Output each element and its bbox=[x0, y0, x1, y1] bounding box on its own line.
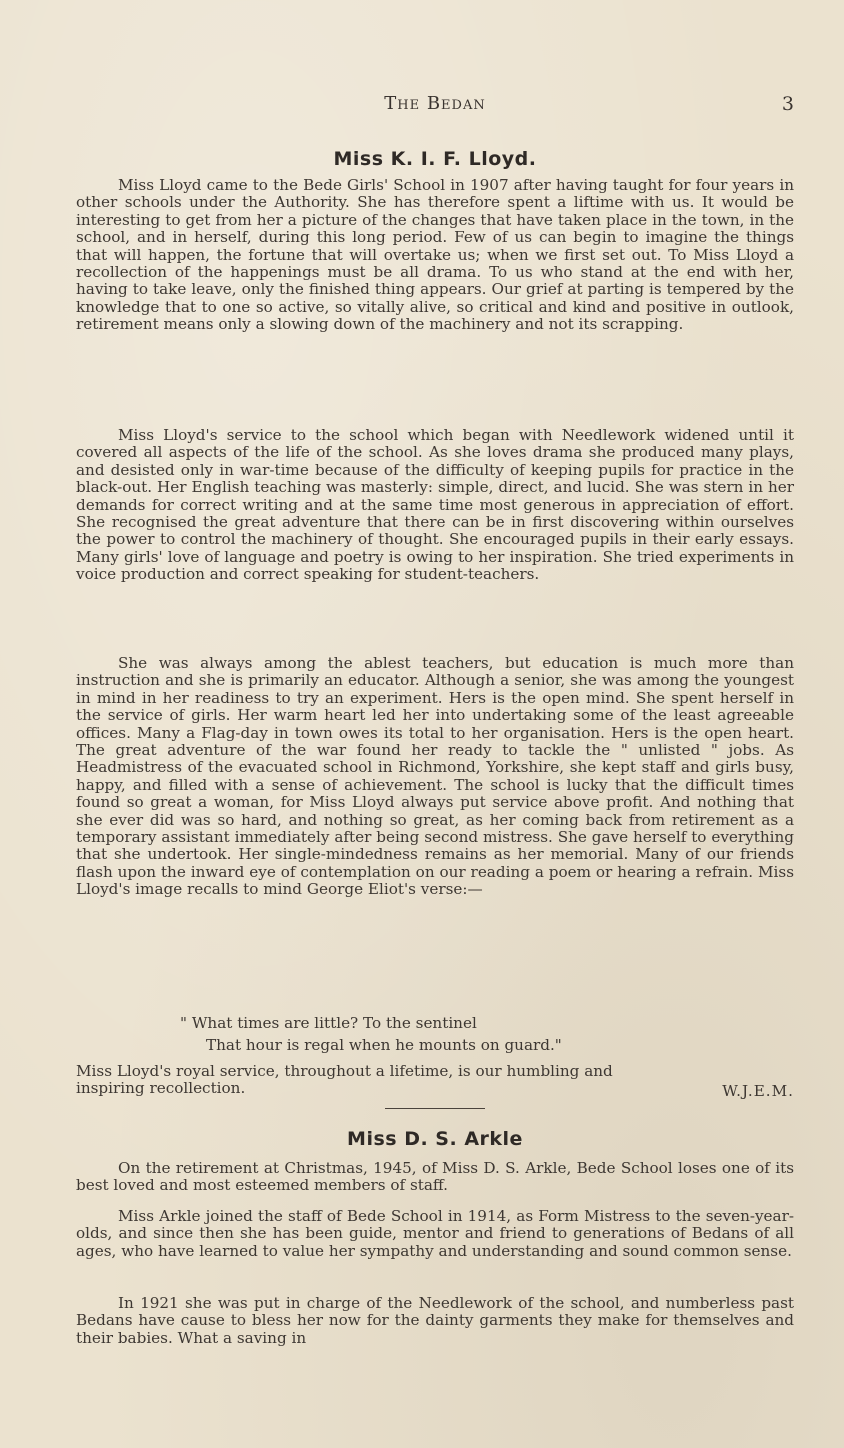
lloyd-paragraph-1: Miss Lloyd came to the Bede Girls' School in 1907 after having taught for four years in other schools under the Authority. She has therefore spent a liftime with us. It would be interesting to get from her a picture of the changes that have taken place in the town, in the school, and in herself, during this long period. Few of us can begin to imagine the things that will happen, the fortune that will overtake us; when we first set out. To Miss Lloyd a recollection of the happenings must be all drama. To us who stand at the end with her, having to take leave, only the finished thing appears. Our grief at parting is tempered by the knowledge that to one so active, so vitally alive, so critical and kind and positive in outlook, retirement means only a slowing down of the machinery and not its scrapping. bbox=[76, 176, 794, 334]
section-title-lloyd: Miss K. I. F. Lloyd. bbox=[333, 148, 537, 170]
page-header bbox=[76, 93, 794, 119]
arkle-paragraph-3: In 1921 she was put in charge of the Needlework of the school, and numberless past Bedans have cause to bless her now for the dainty garments they make for themselves and their babies. What a saving in bbox=[76, 1294, 794, 1347]
running-title: The Bedan bbox=[384, 93, 486, 114]
verse-line-2: That hour is regal when he mounts on guard." bbox=[206, 1036, 562, 1054]
section-title-arkle: Miss D. S. Arkle bbox=[347, 1128, 523, 1150]
closing-line-2: inspiring recollection. bbox=[76, 1079, 246, 1098]
closing-line-1: Miss Lloyd's royal service, throughout a lifetime, is our humbling and bbox=[76, 1062, 613, 1080]
lloyd-paragraph-2: Miss Lloyd's service to the school which began with Needlework widened until it covered all aspects of the life of the school. As she loves drama she produced many plays, and desisted only in war-time because of the difficulty of keeping pupils for practice in the black-out. Her English teaching was masterly: simple, direct, and lucid. She was stern in her demands for correct writing and at the same time most generous in appreciation of effort. She recognised the great adventure that there can be in first discovering within ourselves the power to control the machinery of thought. She encouraged pupils in their early essays. Many girls' love of language and poetry is owing to her inspiration. She tried experiments in voice production and correct speaking for student-teachers. bbox=[76, 426, 794, 584]
arkle-paragraph-1: On the retirement at Christmas, 1945, of Miss D. S. Arkle, Bede School loses one of its best loved and most esteemed members of staff. bbox=[76, 1159, 794, 1195]
author-signature: W.J.E.M. bbox=[722, 1082, 794, 1100]
arkle-paragraph-2: Miss Arkle joined the staff of Bede School in 1914, as Form Mistress to the seven-year-olds, and since then she has been guide, mentor and friend to generations of Bedans of all ages, who have learned to value her sympathy and understanding and sound common sense. bbox=[76, 1207, 794, 1260]
verse-line-1: " What times are little? To the sentinel bbox=[180, 1014, 477, 1032]
section-divider bbox=[385, 1108, 485, 1109]
lloyd-paragraph-3: She was always among the ablest teachers, but education is much more than instruction and she is primarily an educator. Although a senior, she was among the youngest in mind in her readiness to try an experiment. Hers is the open mind. She spent herself in the service of girls. Her warm heart led her into undertaking some of the least agreeable offices. Many a Flag-day in town owes its total to her organisation. Hers is the open heart. The great adventure of the war found her ready to tackle the " unlisted " jobs. As Headmistress of the evacuated school in Richmond, Yorkshire, she kept staff and girls busy, happy, and filled with a sense of achievement. The school is lucky that the difficult times found so great a woman, for Miss Lloyd always put service above profit. And nothing that she ever did was so hard, and nothing so great, as her coming back from retirement as a temporary assistant immediately after being second mistress. She gave herself to everything that she undertook. Her single-mindedness remains as her memorial. Many of our friends flash upon the inward eye of contemplation on our reading a poem or hearing a refrain. Miss Lloyd's image recalls to mind George Eliot's verse:— bbox=[76, 654, 794, 899]
page-number: 3 bbox=[781, 93, 794, 115]
lloyd-closing bbox=[76, 1063, 794, 1098]
